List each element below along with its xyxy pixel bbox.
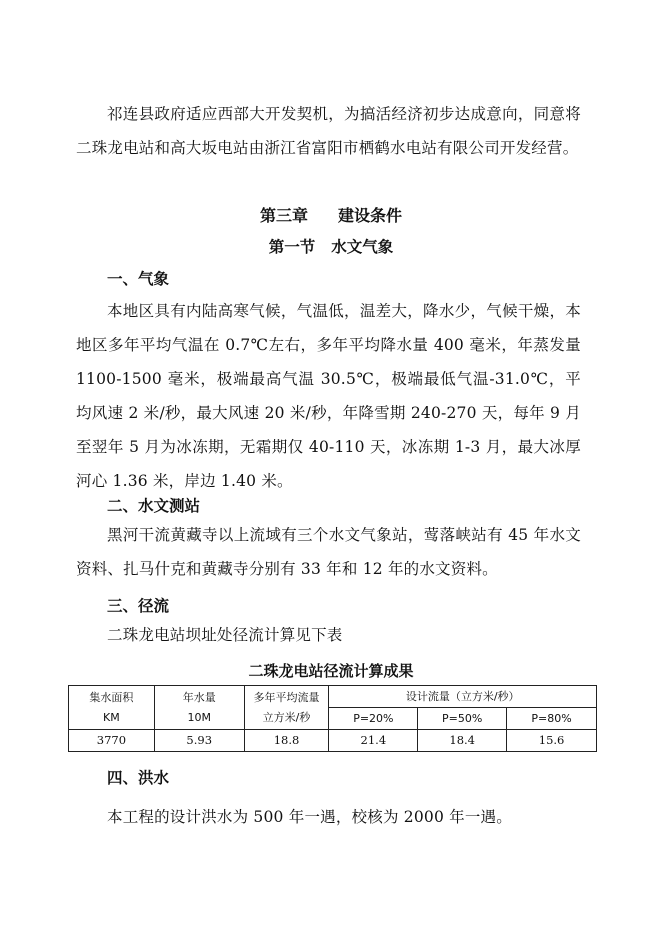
- table-header-row: [69, 686, 597, 708]
- chapter-number: 第三章: [259, 206, 308, 225]
- header-p20: P=20%: [329, 708, 418, 730]
- intro-paragraph: 祁连县政府适应西部大开发契机，为搞活经济初步达成意向，同意将二珠龙电站和高大坂电站由浙江省富阳市栖鹤水电站有限公司开发经营。: [76, 105, 581, 157]
- header-annual: 年水量 10M: [154, 686, 244, 730]
- chapter-heading: [0, 203, 662, 226]
- stations-heading: 二、水文测站: [107, 497, 201, 515]
- cell-annual: 5.93: [154, 730, 244, 752]
- header-p80: P=80%: [507, 708, 597, 730]
- table-row: [69, 730, 597, 752]
- flood-heading: 四、洪水: [107, 769, 170, 787]
- section-title: 水文气象: [331, 238, 394, 256]
- header-p50: P=50%: [418, 708, 507, 730]
- cell-p80: 15.6: [507, 730, 597, 752]
- cell-p20: 21.4: [329, 730, 418, 752]
- flood-paragraph: 本工程的设计洪水为 500 年一遇，校核为 2000 年一遇。: [107, 808, 512, 826]
- section-heading: [0, 235, 662, 257]
- chapter-title: 建设条件: [338, 206, 403, 225]
- runoff-paragraph: 二珠龙电站坝址处径流计算见下表: [107, 626, 343, 644]
- cell-p50: 18.4: [418, 730, 507, 752]
- stations-paragraph: 黑河干流黄藏寺以上流域有三个水文气象站，莺落峡站有 45 年水文资料、扎马什克和黄藏寺分别有 33 年和 12 年的水文资料。: [76, 526, 581, 578]
- runoff-heading: 三、径流: [107, 597, 170, 615]
- header-average-flow: 多年平均流量 立方米/秒: [244, 686, 329, 730]
- table-title: 二珠龙电站径流计算成果: [248, 662, 414, 680]
- cell-area: 3770: [69, 730, 155, 752]
- header-design-flow: 设计流量（立方米/秒）: [329, 686, 597, 708]
- climate-paragraph: 本地区具有内陆高寒气候，气温低，温差大，降水少，气候干燥，本地区多年平均气温在 0.7℃左右，多年平均降水量 400 毫米，年蒸发量 1100-1500 毫米，极端最高气温 30.5℃，极端最低气温-31.0℃，平均风速 2 米/秒，最大风速 20 米/秒，年降雪期 240-270 天，每年 9 月至翌年 5 月为冰冻期，无霜期仅 40-110 天，冰冻期 1-3 月，最大冰厚河心 1.36 米，岸边 1.40 米。: [76, 302, 581, 490]
- runoff-table: [68, 685, 597, 752]
- header-area: 集水面积 KM: [69, 686, 155, 730]
- section-number: 第一节: [268, 238, 316, 256]
- cell-average-flow: 18.8: [244, 730, 329, 752]
- climate-heading: 一、气象: [107, 270, 170, 288]
